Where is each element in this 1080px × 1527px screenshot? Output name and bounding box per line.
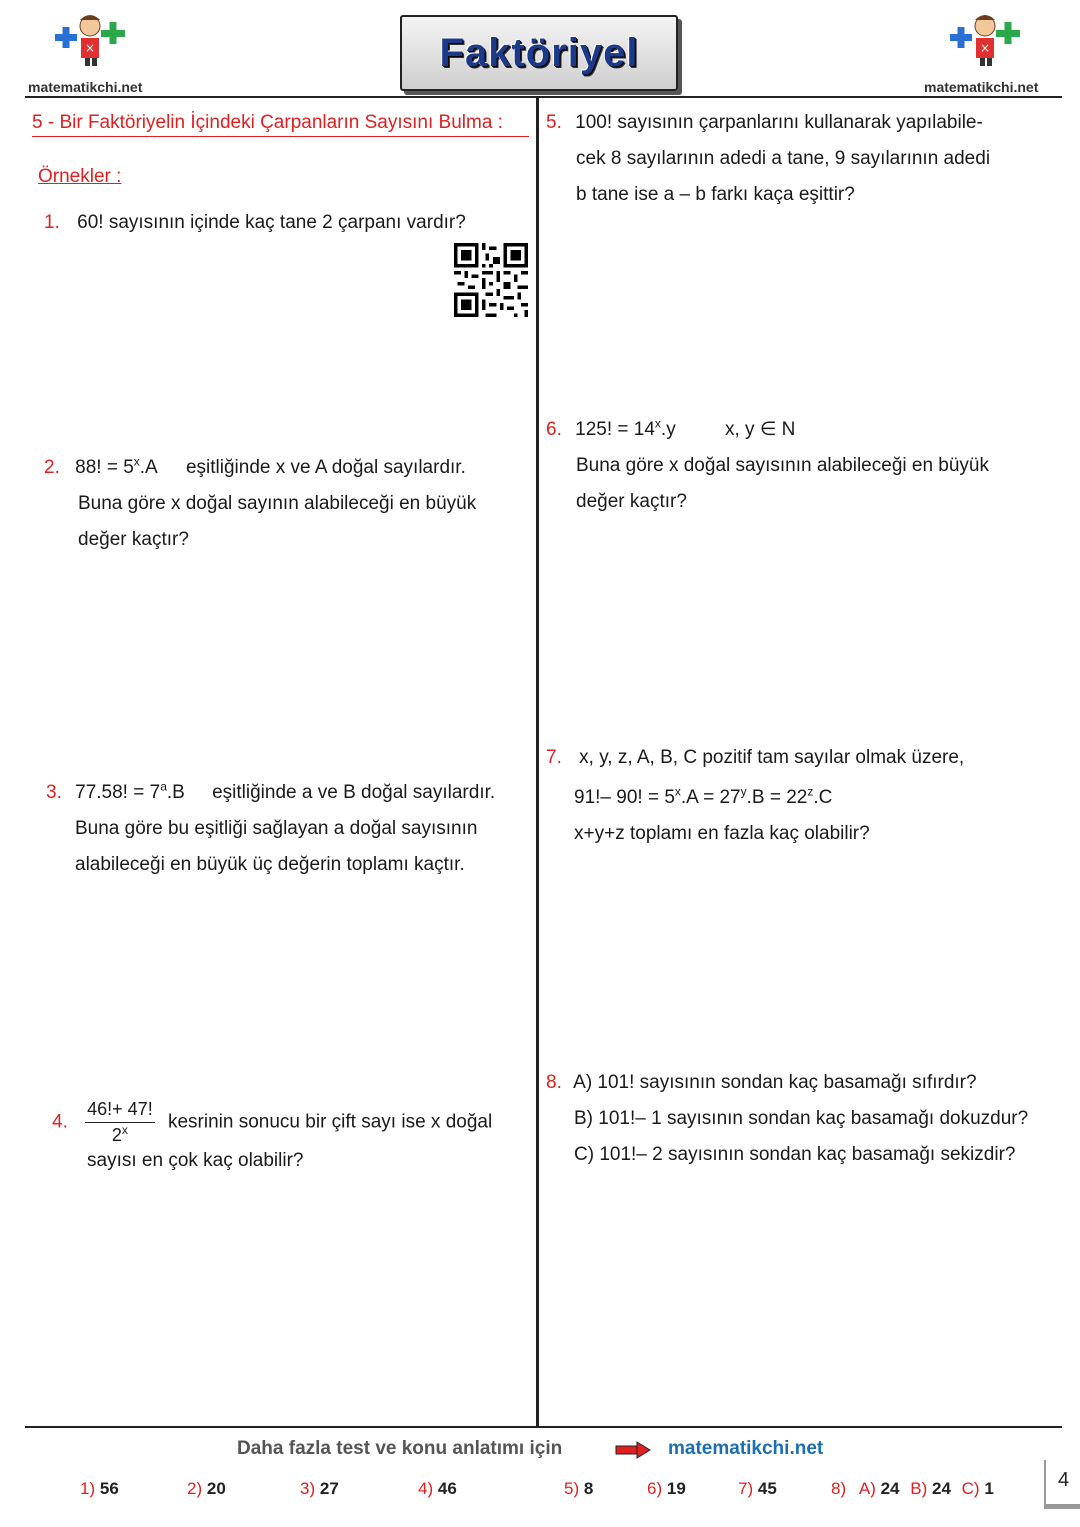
question-text: alabileceği en büyük üç değerin toplamı kaçtır.	[75, 854, 465, 875]
question-7	[546, 740, 1056, 852]
question-text: 60! sayısının içinde kaç tane 2 çarpanı vardır?	[77, 212, 466, 233]
question-text: kesrinin sonucu bir çift sayı ise x doğal	[167, 1111, 493, 1133]
column-divider	[536, 97, 539, 1427]
answer-3: 3) 27	[300, 1479, 339, 1498]
header-rule	[25, 96, 1062, 98]
question-part-b: B) 101!– 1 sayısının sondan kaç basamağı dokuzdur?	[574, 1108, 1029, 1129]
question-number: 1.	[44, 212, 60, 233]
mascot-icon	[940, 12, 1030, 72]
site-label-left: matematikchi.net	[28, 79, 143, 95]
question-number: 6.	[546, 419, 562, 440]
question-6	[546, 412, 1056, 520]
question-text: değer kaçtır?	[576, 491, 687, 512]
question-expression: 125! = $14^x.y$	[575, 416, 676, 440]
qr-code[interactable]	[454, 243, 528, 322]
answer-5: 5) 8	[564, 1479, 594, 1498]
question-text: cek 8 sayılarının adedi a tane, 9 sayılarının adedi	[576, 148, 991, 169]
footer-rule	[25, 1426, 1062, 1428]
question-expression: 88! = $5^x.A$	[75, 454, 157, 478]
page-title: Faktöriyel	[439, 30, 639, 75]
title-banner	[400, 15, 678, 91]
examples-label: Örnekler :	[38, 166, 122, 187]
question-fraction	[85, 1098, 155, 1147]
question-text: x+y+z toplamı en fazla kaç olabilir?	[574, 823, 870, 844]
section-heading: 5 - Bir Faktöriyelin İçindeki Çarpanların Sayısını Bulma :	[32, 112, 503, 133]
section-heading-underline	[32, 136, 529, 137]
question-text: eşitliğinde a ve B doğal sayılardır.	[212, 782, 496, 803]
qr-code-icon	[454, 243, 528, 317]
answer-2: 2) 20	[187, 1479, 226, 1498]
question-number: 7.	[546, 747, 562, 768]
question-number: 4.	[52, 1111, 68, 1133]
answer-1: 1) 56	[80, 1479, 119, 1498]
logo-left	[45, 12, 135, 77]
mascot-icon	[45, 12, 135, 72]
page-number: 4	[1058, 1469, 1070, 1491]
logo-right	[940, 12, 1030, 77]
question-8	[546, 1065, 1061, 1173]
site-label-right: matematikchi.net	[924, 79, 1039, 95]
question-condition: x, y ∈ N	[724, 419, 796, 440]
svg-text:×: ×	[84, 41, 96, 55]
svg-text:×: ×	[979, 41, 991, 55]
question-3	[46, 775, 526, 883]
question-2	[44, 450, 524, 558]
question-text: 100! sayısının çarpanlarını kullanarak yapılabile-	[575, 112, 983, 133]
question-expression: 91!– 90! = $5^x.A = 27^y.B = 22^z.C$	[574, 784, 833, 808]
question-text: b tane ise a – b farkı kaça eşittir?	[576, 184, 855, 205]
question-text: x, y, z, A, B, C pozitif tam sayılar olmak üzere,	[579, 747, 965, 768]
answer-7: 7) 45	[738, 1479, 777, 1498]
fraction-numerator: 46!+ 47!	[85, 1098, 155, 1123]
question-text: eşitliğinde x ve A doğal sayılardır.	[185, 457, 466, 478]
question-part-c: C) 101!– 2 sayısının sondan kaç basamağı sekizdir?	[574, 1144, 1016, 1165]
question-number: 3.	[46, 782, 62, 803]
fraction-denominator: 2$^x$	[111, 1123, 128, 1145]
question-part-a: A) 101! sayısının sondan kaç basamağı sıfırdır?	[573, 1072, 977, 1093]
answer-8: 8) A) 24 B) 24 C) 1	[831, 1479, 994, 1498]
question-4	[52, 1098, 532, 1179]
question-number: 5.	[546, 112, 562, 133]
question-text: Buna göre bu eşitliği sağlayan a doğal sayısının	[75, 818, 478, 839]
question-text: Buna göre x doğal sayının alabileceği en büyük	[78, 493, 477, 514]
answer-6: 6) 19	[647, 1479, 686, 1498]
question-5	[546, 105, 1056, 213]
question-expression: 77.58! = $7^a.B$	[75, 779, 185, 803]
question-1	[44, 205, 466, 241]
arrow-right-icon	[615, 1441, 651, 1464]
question-text: değer kaçtır?	[78, 529, 189, 550]
question-text: sayısı en çok kaç olabilir?	[87, 1150, 304, 1171]
footer-promo: Daha fazla test ve konu anlatımı için	[237, 1438, 563, 1459]
footer-site-link[interactable]: matematikchi.net	[668, 1438, 824, 1459]
question-number: 2.	[44, 457, 60, 478]
answer-4: 4) 46	[418, 1479, 457, 1498]
question-number: 8.	[546, 1072, 562, 1093]
question-text: Buna göre x doğal sayısının alabileceği en büyük	[576, 455, 989, 476]
